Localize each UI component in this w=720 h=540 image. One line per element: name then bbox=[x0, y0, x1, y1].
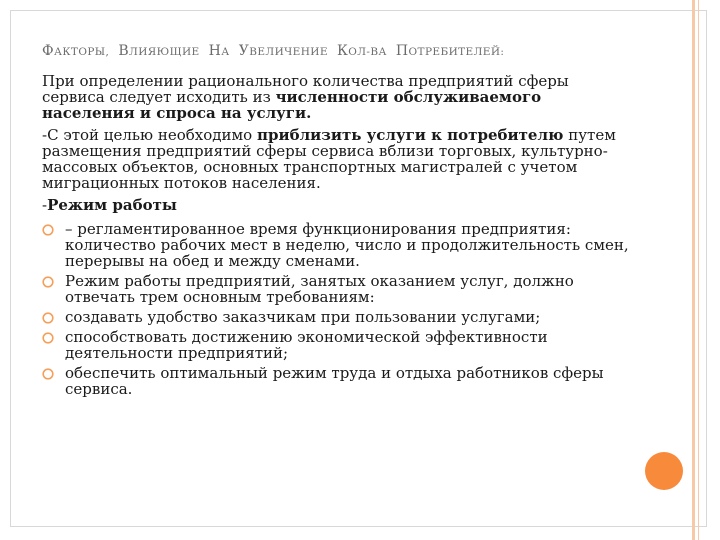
paragraph-proximity-text: путем размещения предприятий сферы сервиса вблизи торговых, культурно-массовых объектов, основных транспортных магистралей с учетом миграционных потоков населения. bbox=[42, 126, 616, 192]
list-item-text: способствовать достижению экономической эффективности деятельности предприятий; bbox=[65, 328, 548, 362]
list-item-text: создавать удобство заказчикам при пользовании услугами; bbox=[65, 308, 541, 326]
paragraph-proximity-prefix: -С этой целью необходимо bbox=[42, 126, 257, 144]
bullet-icon bbox=[42, 312, 54, 324]
paragraph-proximity bbox=[42, 127, 632, 191]
bullet-icon bbox=[42, 332, 54, 344]
slide-content bbox=[42, 73, 632, 401]
paragraph-population bbox=[42, 73, 632, 121]
slide-title-text: ФАКТОРЫ, ВЛИЯЮЩИЕ НА УВЕЛИЧЕНИЕ КОЛ-ВА ПОТРЕБИТЕЛЕЙ: bbox=[42, 43, 505, 59]
accent-stripe-thin bbox=[698, 0, 699, 540]
accent-stripe bbox=[692, 0, 695, 540]
paragraph-proximity-bold: приблизить услуги к потребителю bbox=[256, 126, 564, 144]
paragraph-work-mode-bold: Режим работы bbox=[47, 196, 177, 214]
bullet-icon bbox=[42, 224, 54, 236]
bullet-icon bbox=[42, 368, 54, 380]
bullet-icon bbox=[42, 276, 54, 288]
paragraph-population-text: При определении рационального количества предприятий сферы сервиса следует исходить из bbox=[42, 72, 569, 106]
paragraph-work-mode-prefix: - bbox=[42, 196, 48, 214]
list-item bbox=[42, 329, 632, 361]
list-item bbox=[42, 365, 632, 397]
accent-circle bbox=[645, 452, 683, 490]
bullet-list bbox=[42, 221, 632, 397]
list-item bbox=[42, 309, 632, 325]
list-item bbox=[42, 221, 632, 269]
list-item bbox=[42, 273, 632, 305]
paragraph-population-bold: численности обслуживаемого населения и спроса на услуги. bbox=[42, 88, 542, 122]
list-item-text: Режим работы предприятий, занятых оказанием услуг, должно отвечать трем основным требованиям: bbox=[65, 272, 574, 306]
slide-title bbox=[42, 43, 504, 59]
list-item-text: обеспечить оптимальный режим труда и отдыха работников сферы сервиса. bbox=[65, 364, 604, 398]
paragraph-work-mode bbox=[42, 197, 632, 213]
list-item-text: – регламентированное время функционирования предприятия: количество рабочих мест в неделю, число и продолжительность смен, перерывы на обед и между сменами. bbox=[65, 220, 629, 270]
